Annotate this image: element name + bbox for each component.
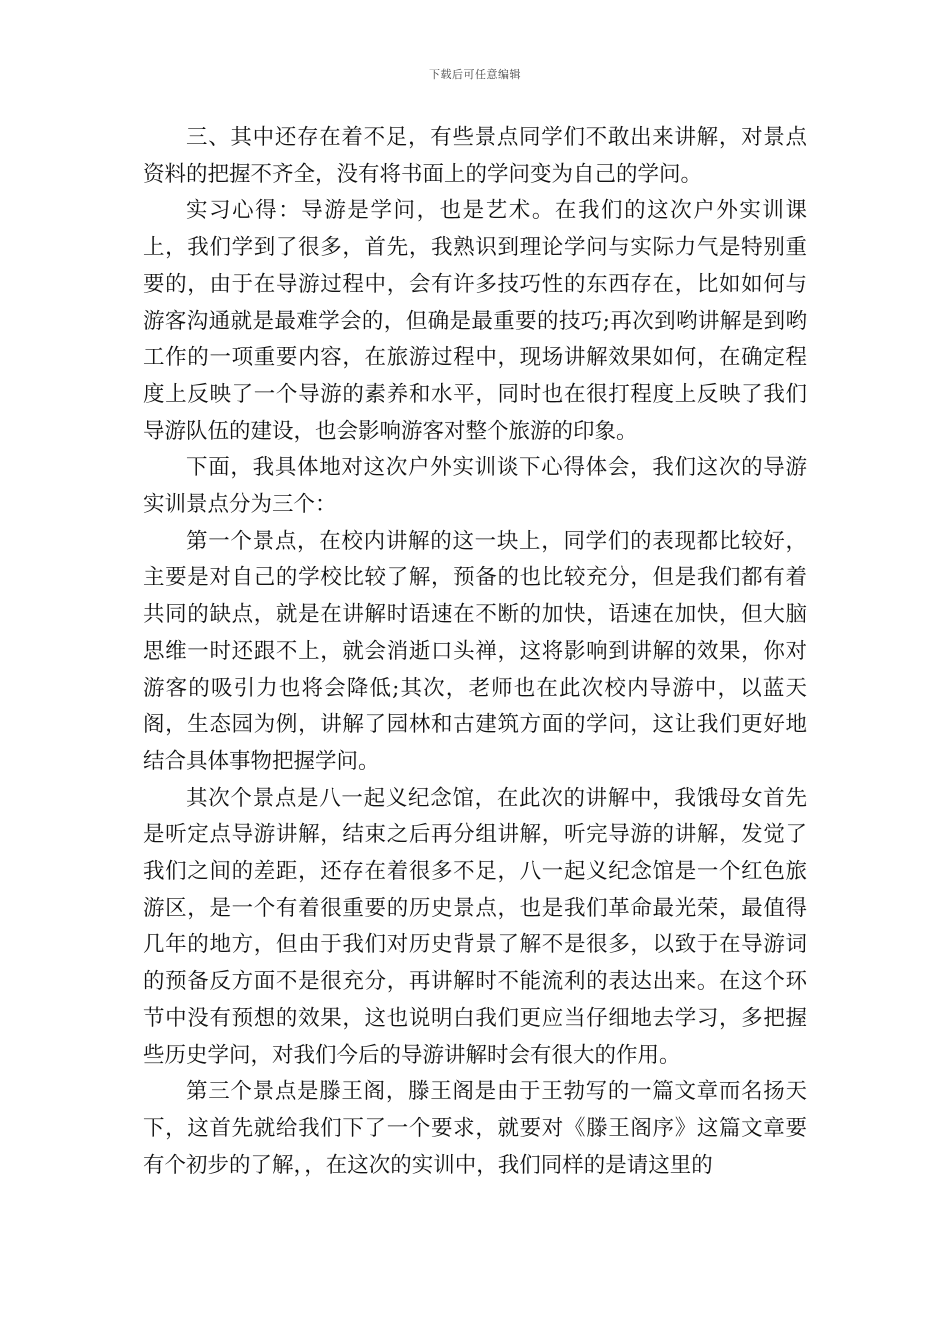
paragraph-shortcomings: 三、其中还存在着不足，有些景点同学们不敢出来讲解，对景点资料的把握不齐全，没有将书面上的学问变为自己的学问。 [143, 125, 807, 187]
paragraph-introduction: 下面，我具体地对这次户外实训谈下心得体会，我们这次的导游实训景点分为三个： [143, 455, 807, 518]
paragraph-second-site: 其次个景点是八一起义纪念馆，在此次的讲解中，我饿母女首先是听定点导游讲解，结束之后再分组讲解，听完导游的讲解，发觉了我们之间的差距，还存在着很多不足，八一起义纪念馆是一个红色旅游区，是一个有着很重要的历史景点，也是我们革命最光荣，最值得几年的地方，但由于我们对历史背景了解不是很多，以致于在导游词的预备反方面不是很充分，再讲解时不能流利的表达出来。在这个环节中没有预想的效果，这也说明白我们更应当仔细地去学习，多把握些历史学问，对我们今后的导游讲解时会有很大的作用。 [143, 785, 807, 1068]
paragraph-first-site: 第一个景点，在校内讲解的这一块上，同学们的表现都比较好，主要是对自己的学校比较了解，预备的也比较充分，但是我们都有着共同的缺点，就是在讲解时语速在不断的加快，语速在加快，但大脑思维一时还跟不上，就会消逝口头禅，这将影响到讲解的效果，你对游客的吸引力也将会降低;其次，老师也在此次校内导游中，以蓝天阁，生态园为例，讲解了园林和古建筑方面的学问，这让我们更好地结合具体事物把握学问。 [143, 528, 807, 774]
paragraph-third-site: 第三个景点是滕王阁，滕王阁是由于王勃写的一篇文章而名扬天下，这首先就给我们下了一个要求，就要对《滕王阁序》这篇文章要有个初步的了解，，在这次的实训中，我们同样的是请这里的 [143, 1079, 807, 1178]
paragraph-internship-insights: 实习心得：导游是学问，也是艺术。在我们的这次户外实训课上，我们学到了很多，首先，我熟识到理论学问与实际力气是特别重要的，由于在导游过程中，会有许多技巧性的东西存在，比如如何与游客沟通就是最难学会的，但确是最重要的技巧;再次到哟讲解是到哟工作的一项重要内容，在旅游过程中，现场讲解效果如何，在确定程度上反映了一个导游的素养和水平，同时也在很打程度上反映了我们导游队伍的建设，也会影响游客对整个旅游的印象。 [143, 198, 807, 444]
page-header: 下载后可任意编辑 [429, 68, 521, 81]
document-body [143, 120, 807, 1184]
